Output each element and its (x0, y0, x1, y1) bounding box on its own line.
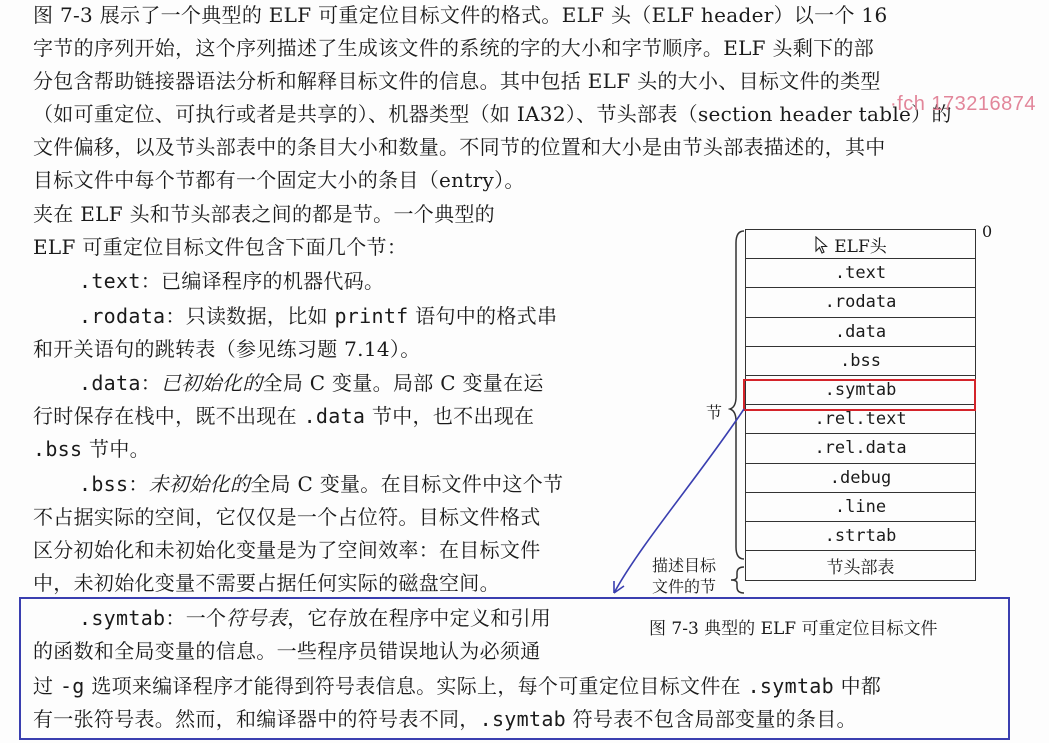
desc-label-line2: 文件的节 (652, 577, 717, 596)
mouse-cursor-icon (815, 236, 829, 254)
item-data-desc1: ： (140, 371, 162, 395)
item-rodata-line2: 和开关语句的跳转表（参见练习题 7.14）。 (33, 337, 421, 361)
row-bss: .bss (746, 347, 975, 376)
row-elf-header: ELF头 (746, 230, 975, 259)
watermark: ·fch 173216874 (890, 93, 1037, 115)
row-section-header-table: 节头部表 (826, 558, 895, 579)
para1-line5: 文件偏移，以及节头部表中的条目大小和数量。不同节的位置和大小是由节头部表描述的，其中 (33, 135, 886, 159)
para1-line1: 图 7-3 展示了一个典型的 ELF 可重定位目标文件的格式。ELF 头（ELF header）以一个 16 (33, 3, 888, 27)
item-data-line2a: 行时保存在栈中，既不出现在 (33, 404, 304, 428)
para1-line4: （如可重定位、可执行或者是共享的）、机器类型（如 IA32）、节头部表（section header table）的 (33, 102, 952, 126)
item-data (79, 370, 544, 396)
item-data-em: 已初始化的 (161, 371, 263, 395)
row-symtab: .symtab (746, 376, 975, 405)
figure-caption: 图 7-3 典型的 ELF 可重定位目标文件 (649, 619, 938, 639)
row-rel-data: .rel.data (746, 434, 975, 463)
row-data: .data (746, 318, 975, 347)
item-symtab-line4b: 符号表不包含局部变量的条目。 (566, 707, 857, 731)
row-strtab: .strtab (746, 522, 975, 551)
item-bss-name: .bss (79, 472, 129, 496)
para1-line3: 分包含帮助链接器语法分析和解释目标文件的信息。其中包括 ELF 头的大小、目标文件的类型 (33, 69, 881, 93)
item-rodata-code: printf (334, 304, 409, 328)
row-rel-text: .rel.text (746, 405, 975, 434)
offset-zero-label: 0 (982, 222, 993, 241)
item-symtab-desc2: ，它存放在程序中定义和引用 (287, 606, 552, 630)
desc-label-line1: 描述目标 (652, 556, 717, 575)
item-symtab-name: .symtab (79, 606, 166, 630)
row-line: .line (746, 493, 975, 522)
item-data-name: .data (79, 371, 141, 395)
row-debug: .debug (746, 464, 975, 493)
item-symtab-line3b: 选项来编译程序才能得到符号表信息。实际上，每个可重定位目标文件在 (84, 674, 748, 698)
para1-line6: 目标文件中每个节都有一个固定大小的条目（entry）。 (33, 168, 525, 192)
item-symtab-em: 符号表 (226, 606, 288, 630)
item-symtab-line4code: .symtab (479, 707, 566, 731)
item-bss-desc1: ： (128, 472, 149, 496)
item-bss-desc2: 全局 C 变量。在目标文件中这个节 (250, 472, 564, 496)
symtab-highlight-box (743, 379, 976, 411)
sections-label: 节 (706, 403, 723, 422)
item-bss-line4: 中，未初始化变量不需要占据任何实际的磁盘空间。 (33, 571, 500, 595)
item-rodata (79, 303, 557, 329)
item-symtab-line3a: 过 (33, 674, 60, 698)
item-text-name: .text (79, 269, 141, 293)
item-symtab-line3code2: .symtab (747, 674, 834, 698)
item-bss-em: 未初始化的 (148, 472, 251, 496)
item-data-line2code: .data (303, 404, 366, 428)
item-data-line3code: .bss (33, 437, 83, 461)
item-data-line2 (33, 403, 534, 429)
para2-line1: 夹在 ELF 头和节头部表之间的都是节。一个典型的 (33, 202, 495, 226)
item-symtab-line3c: 中都 (833, 674, 882, 698)
item-symtab-line4a: 有一张符号表。然而，和编译器中的符号表不同， (33, 707, 480, 731)
item-data-desc2: 全局 C 变量。局部 C 变量在运 (262, 371, 544, 395)
item-bss (79, 471, 563, 497)
item-data-line3b: 节中。 (82, 437, 150, 461)
item-rodata-name: .rodata (79, 304, 166, 328)
item-symtab-line2: 的函数和全局变量的信息。一些程序员错误地认为必须通 (33, 639, 541, 663)
item-bss-line3: 区分初始化和未初始化变量是为了空间效率：在目标文件 (33, 538, 541, 562)
row-rodata: .rodata (746, 288, 975, 317)
item-symtab-desc1: ：一个 (165, 606, 227, 630)
item-bss-line2: 不占据实际的空间，它仅仅是一个占位符。目标文件格式 (33, 505, 541, 529)
para2-line2: ELF 可重定位目标文件包含下面几个节： (33, 235, 408, 259)
row-text: .text (746, 259, 975, 288)
item-data-line2b: 节中，也不出现在 (365, 404, 535, 428)
symtab-paragraph-highlight-box (19, 597, 1010, 740)
item-text (79, 268, 384, 294)
item-rodata-desc1: ：只读数据，比如 (165, 304, 335, 328)
item-symtab-line3code: -g (59, 674, 85, 698)
para1-line2: 字节的序列开始，这个序列描述了生成该文件的系统的字的大小和字节顺序。ELF 头剩下的部 (33, 36, 875, 60)
item-rodata-desc2: 语句中的格式串 (408, 304, 558, 328)
annotation-arrow (600, 405, 750, 605)
item-text-desc: ：已编译程序的机器代码。 (140, 269, 385, 293)
item-data-line3 (33, 436, 150, 462)
